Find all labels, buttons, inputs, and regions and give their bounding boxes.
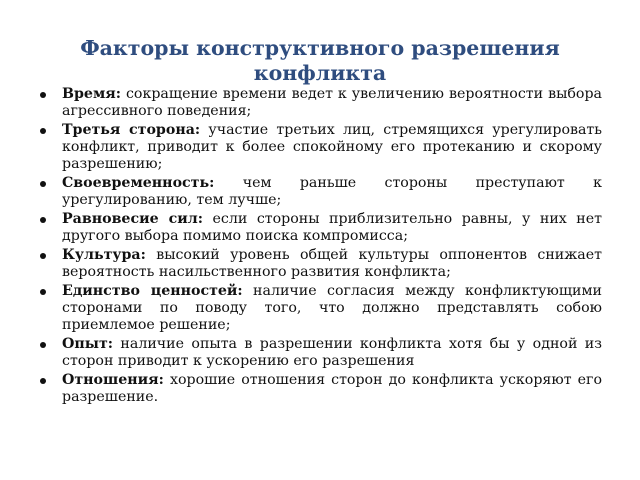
factor-description: чем раньше стороны преступают к урегулированию, тем лучше; [62, 175, 602, 208]
list-item [40, 211, 602, 245]
list-item [40, 247, 602, 281]
bullet-icon [40, 378, 46, 384]
factor-term: Единство ценностей: [62, 283, 243, 299]
factor-description: участие третьих лиц, стремящихся урегулировать конфликт, приводит к более спокойному его протеканию и скорому разрешению; [62, 122, 603, 172]
factor-description: если стороны приблизительно равны, у них нет другого выбора помимо поиска компромисса; [62, 211, 602, 244]
factor-description: сокращение времени ведет к увеличению вероятности выбора агрессивного поведения; [62, 86, 602, 119]
bullet-icon [40, 181, 46, 187]
factor-term: Третья сторона: [62, 122, 201, 138]
factor-term: Опыт: [62, 336, 113, 352]
factor-term: Своевременность: [62, 175, 215, 191]
factor-term: Время: [62, 86, 121, 102]
factor-term: Отношения: [62, 372, 164, 388]
bullet-icon [40, 217, 46, 223]
factor-term: Культура: [62, 247, 146, 263]
list-item [40, 336, 602, 370]
list-item [40, 122, 602, 173]
factor-description: высокий уровень общей культуры оппонентов снижает вероятность насильственного развития конфликта; [62, 247, 602, 280]
list-item [40, 372, 602, 406]
factor-description: хорошие отношения сторон до конфликта ускоряют его разрешение. [62, 372, 602, 405]
list-item [40, 86, 602, 120]
list-item [40, 175, 602, 209]
factor-description: наличие опыта в разрешении конфликта хотя бы у одной из сторон приводит к ускорению его разрешения [62, 336, 602, 369]
factor-term: Равновесие сил: [62, 211, 203, 227]
bullet-icon [40, 253, 46, 259]
slide-title: Факторы конструктивного разрешения конфликта [80, 36, 560, 85]
bullet-icon [40, 92, 46, 98]
list-item [40, 283, 602, 334]
bullet-icon [40, 289, 46, 295]
factor-list [40, 86, 602, 408]
factor-description: наличие согласия между конфликтующими сторонами по поводу того, что должно представлять собою приемлемое решение; [62, 283, 602, 333]
bullet-icon [40, 342, 46, 348]
bullet-icon [40, 128, 46, 134]
